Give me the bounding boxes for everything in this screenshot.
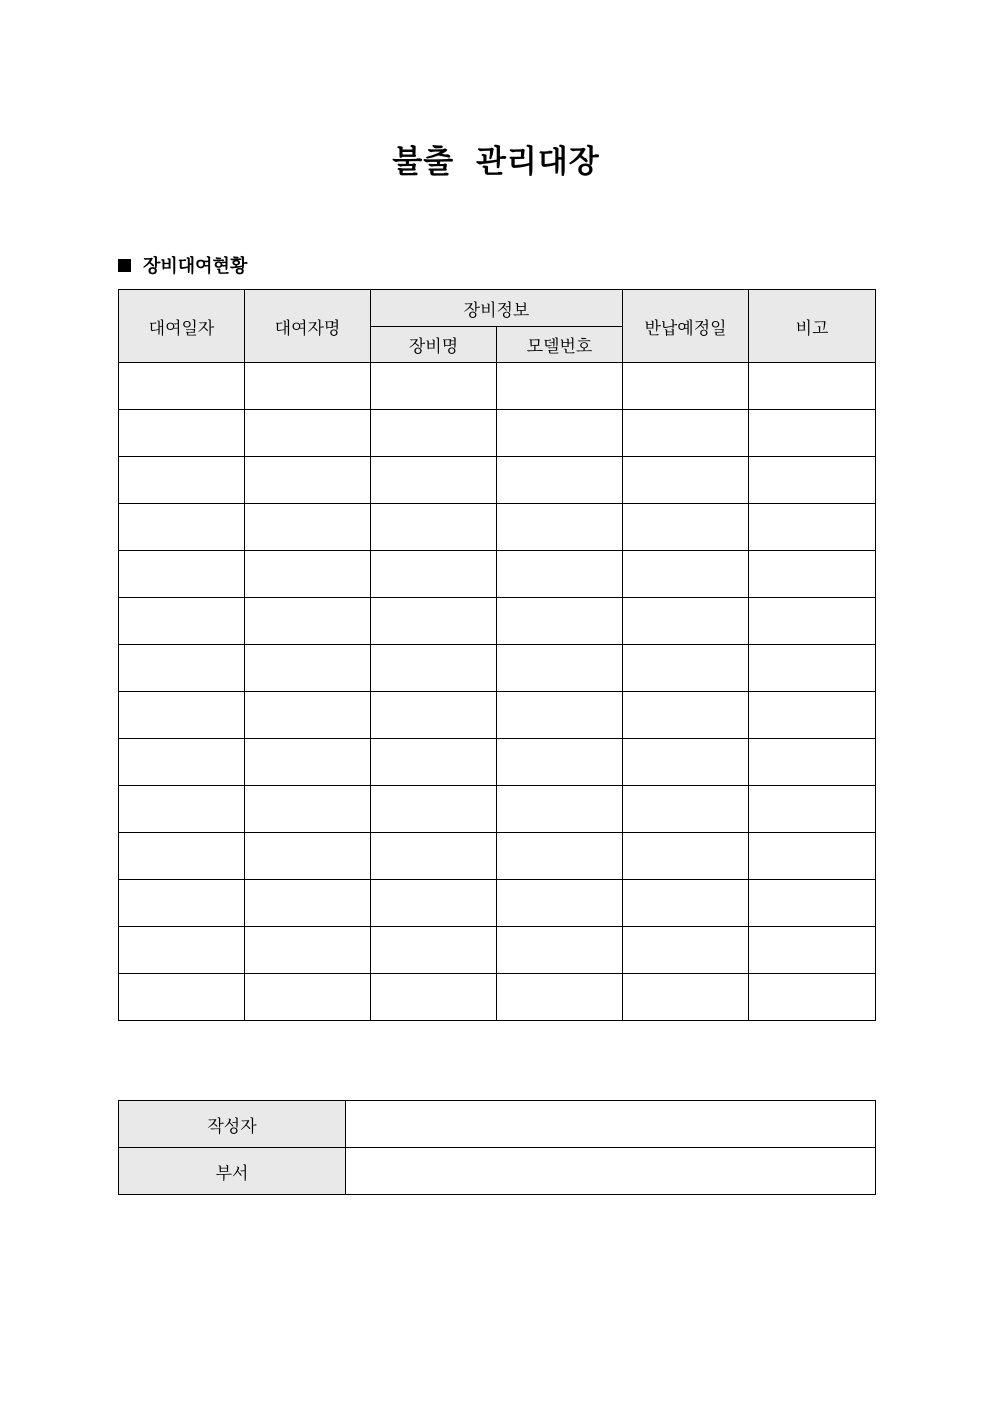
cell-model-number[interactable] [497, 833, 623, 880]
cell-remarks[interactable] [749, 927, 876, 974]
cell-model-number[interactable] [497, 927, 623, 974]
cell-rental-date[interactable] [119, 551, 245, 598]
department-field[interactable] [346, 1148, 876, 1195]
cell-rental-date[interactable] [119, 598, 245, 645]
cell-rental-date[interactable] [119, 880, 245, 927]
cell-renter-name[interactable] [245, 410, 371, 457]
cell-rental-date[interactable] [119, 974, 245, 1021]
cell-remarks[interactable] [749, 457, 876, 504]
cell-renter-name[interactable] [245, 739, 371, 786]
cell-equipment-name[interactable] [371, 739, 497, 786]
cell-remarks[interactable] [749, 504, 876, 551]
cell-renter-name[interactable] [245, 833, 371, 880]
cell-rental-date[interactable] [119, 410, 245, 457]
cell-remarks[interactable] [749, 880, 876, 927]
table-row [119, 786, 876, 833]
cell-equipment-name[interactable] [371, 927, 497, 974]
cell-return-date[interactable] [623, 692, 749, 739]
author-field[interactable] [346, 1101, 876, 1148]
page-title: 불출 관리대장 [392, 144, 600, 180]
cell-return-date[interactable] [623, 504, 749, 551]
signoff-table [118, 1100, 876, 1195]
table-row [119, 551, 876, 598]
table-row [119, 410, 876, 457]
table-row [119, 927, 876, 974]
cell-rental-date[interactable] [119, 363, 245, 410]
cell-renter-name[interactable] [245, 363, 371, 410]
section-heading-label: 장비대여현황 [143, 256, 248, 277]
cell-equipment-name[interactable] [371, 504, 497, 551]
cell-remarks[interactable] [749, 410, 876, 457]
cell-rental-date[interactable] [119, 504, 245, 551]
cell-equipment-name[interactable] [371, 551, 497, 598]
cell-return-date[interactable] [623, 739, 749, 786]
cell-model-number[interactable] [497, 645, 623, 692]
cell-renter-name[interactable] [245, 504, 371, 551]
table-row [119, 880, 876, 927]
cell-model-number[interactable] [497, 880, 623, 927]
cell-model-number[interactable] [497, 739, 623, 786]
cell-remarks[interactable] [749, 363, 876, 410]
cell-equipment-name[interactable] [371, 692, 497, 739]
cell-remarks[interactable] [749, 739, 876, 786]
cell-model-number[interactable] [497, 598, 623, 645]
cell-model-number[interactable] [497, 692, 623, 739]
cell-return-date[interactable] [623, 363, 749, 410]
cell-equipment-name[interactable] [371, 410, 497, 457]
cell-renter-name[interactable] [245, 645, 371, 692]
header-return-date: 반납예정일 [623, 290, 749, 363]
header-equipment-name: 장비명 [371, 327, 497, 363]
cell-equipment-name[interactable] [371, 645, 497, 692]
cell-return-date[interactable] [623, 457, 749, 504]
cell-equipment-name[interactable] [371, 363, 497, 410]
cell-rental-date[interactable] [119, 739, 245, 786]
table-row [119, 457, 876, 504]
cell-rental-date[interactable] [119, 786, 245, 833]
cell-rental-date[interactable] [119, 692, 245, 739]
cell-renter-name[interactable] [245, 786, 371, 833]
cell-return-date[interactable] [623, 833, 749, 880]
table-row [119, 504, 876, 551]
cell-remarks[interactable] [749, 598, 876, 645]
cell-return-date[interactable] [623, 551, 749, 598]
table-row [119, 974, 876, 1021]
cell-model-number[interactable] [497, 504, 623, 551]
section-heading [118, 252, 247, 278]
cell-renter-name[interactable] [245, 880, 371, 927]
cell-renter-name[interactable] [245, 457, 371, 504]
author-label: 작성자 [119, 1101, 346, 1148]
cell-remarks[interactable] [749, 833, 876, 880]
cell-model-number[interactable] [497, 786, 623, 833]
cell-return-date[interactable] [623, 786, 749, 833]
cell-equipment-name[interactable] [371, 974, 497, 1021]
cell-model-number[interactable] [497, 974, 623, 1021]
cell-renter-name[interactable] [245, 692, 371, 739]
cell-model-number[interactable] [497, 410, 623, 457]
table-row [119, 598, 876, 645]
cell-rental-date[interactable] [119, 457, 245, 504]
cell-remarks[interactable] [749, 974, 876, 1021]
header-renter-name: 대여자명 [245, 290, 371, 363]
cell-return-date[interactable] [623, 645, 749, 692]
cell-remarks[interactable] [749, 692, 876, 739]
cell-equipment-name[interactable] [371, 457, 497, 504]
equipment-rental-table [118, 289, 876, 1021]
rental-rows [119, 363, 876, 1021]
header-rental-date: 대여일자 [119, 290, 245, 363]
cell-equipment-name[interactable] [371, 833, 497, 880]
cell-return-date[interactable] [623, 974, 749, 1021]
cell-renter-name[interactable] [245, 551, 371, 598]
cell-model-number[interactable] [497, 457, 623, 504]
cell-rental-date[interactable] [119, 645, 245, 692]
cell-renter-name[interactable] [245, 598, 371, 645]
header-equipment-info: 장비정보 [371, 290, 623, 327]
cell-rental-date[interactable] [119, 927, 245, 974]
table-row [119, 645, 876, 692]
cell-renter-name[interactable] [245, 927, 371, 974]
cell-equipment-name[interactable] [371, 880, 497, 927]
cell-return-date[interactable] [623, 598, 749, 645]
header-remarks: 비고 [749, 290, 876, 363]
cell-model-number[interactable] [497, 363, 623, 410]
cell-rental-date[interactable] [119, 833, 245, 880]
cell-remarks[interactable] [749, 551, 876, 598]
cell-remarks[interactable] [749, 786, 876, 833]
cell-equipment-name[interactable] [371, 598, 497, 645]
cell-return-date[interactable] [623, 410, 749, 457]
cell-equipment-name[interactable] [371, 786, 497, 833]
filled-square-icon [118, 259, 131, 272]
header-model-number: 모델번호 [497, 327, 623, 363]
cell-model-number[interactable] [497, 551, 623, 598]
cell-remarks[interactable] [749, 645, 876, 692]
table-row [119, 363, 876, 410]
table-row [119, 692, 876, 739]
table-row [119, 739, 876, 786]
table-row [119, 833, 876, 880]
department-label: 부서 [119, 1148, 346, 1195]
cell-renter-name[interactable] [245, 974, 371, 1021]
cell-return-date[interactable] [623, 927, 749, 974]
cell-return-date[interactable] [623, 880, 749, 927]
